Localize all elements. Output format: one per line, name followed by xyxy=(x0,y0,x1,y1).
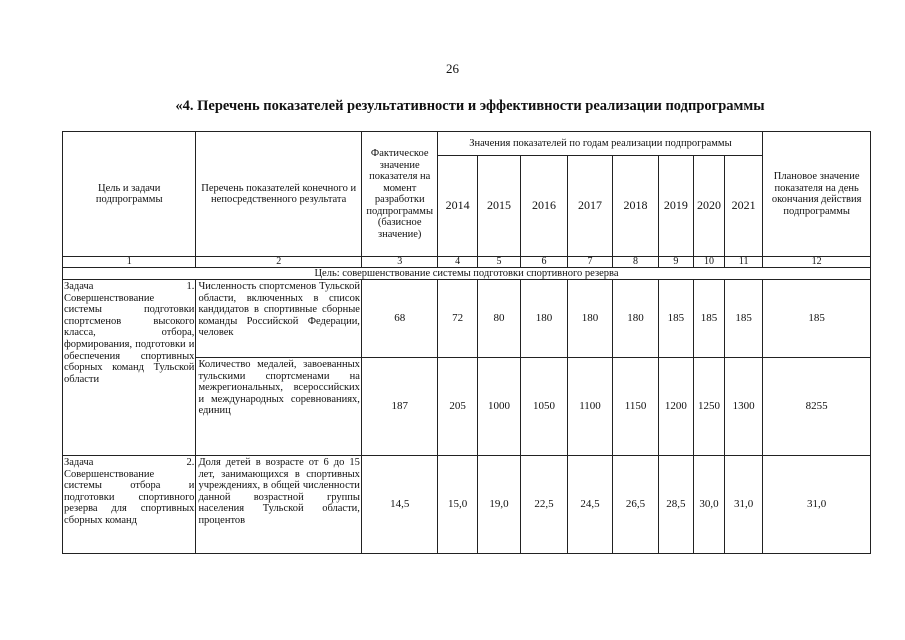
column-number: 12 xyxy=(763,257,871,268)
task-description: Задача 2. Совершенствование системы отбора и подготовки спортивного резерва для спортивных сборных команд xyxy=(63,456,196,554)
header-years-group: Значения показателей по годам реализации подпрограммы xyxy=(438,132,763,156)
column-number: 2 xyxy=(196,257,362,268)
header-year: 2015 xyxy=(477,156,520,257)
header-goal-tasks: Цель и задачи подпрограммы xyxy=(63,132,196,257)
header-year: 2018 xyxy=(613,156,659,257)
year-value: 180 xyxy=(521,280,568,358)
column-number: 11 xyxy=(725,257,763,268)
indicator-name: Количество медалей, завоеванных тульскими спортсменами на межрегиональных, всероссийских и международных соревнованиях, единиц xyxy=(196,358,362,456)
header-row-1 xyxy=(63,132,871,156)
column-number: 7 xyxy=(567,257,613,268)
column-number: 9 xyxy=(658,257,693,268)
planned-value: 31,0 xyxy=(763,456,871,554)
year-value: 180 xyxy=(613,280,659,358)
year-value: 31,0 xyxy=(725,456,763,554)
year-value: 15,0 xyxy=(438,456,477,554)
year-value: 185 xyxy=(725,280,763,358)
year-value: 72 xyxy=(438,280,477,358)
base-value: 14,5 xyxy=(361,456,438,554)
indicator-name: Численность спортсменов Тульской области, включенных в список кандидатов в спортивные сборные команды Российской Федерации, человек xyxy=(196,280,362,358)
header-year: 2017 xyxy=(567,156,613,257)
year-value: 30,0 xyxy=(693,456,724,554)
header-year: 2020 xyxy=(693,156,724,257)
column-number: 3 xyxy=(361,257,438,268)
goal-row xyxy=(63,268,871,280)
header-year: 2021 xyxy=(725,156,763,257)
column-number: 10 xyxy=(693,257,724,268)
section-title: «4. Перечень показателей результативности и эффективности реализации подпрограммы xyxy=(175,98,765,114)
header-year: 2019 xyxy=(658,156,693,257)
header-year: 2016 xyxy=(521,156,568,257)
indicator-name: Доля детей в возрасте от 6 до 15 лет, занимающихся в спортивных учреждениях, в общей численности данной возрастной группы населения Тульской области, процентов xyxy=(196,456,362,554)
year-value: 185 xyxy=(693,280,724,358)
year-value: 24,5 xyxy=(567,456,613,554)
year-value: 1200 xyxy=(658,358,693,456)
column-number: 4 xyxy=(438,257,477,268)
header-actual-value: Фактическое значение показателя на момент разработки подпрограммы (базисное значение) xyxy=(361,132,438,257)
year-value: 28,5 xyxy=(658,456,693,554)
year-value: 185 xyxy=(658,280,693,358)
year-value: 19,0 xyxy=(477,456,520,554)
header-year: 2014 xyxy=(438,156,477,257)
year-value: 1250 xyxy=(693,358,724,456)
year-value: 1300 xyxy=(725,358,763,456)
column-numbers-row xyxy=(63,257,871,268)
header-planned-value: Плановое значение показателя на день окончания действия подпрограммы xyxy=(763,132,871,257)
year-value: 1150 xyxy=(613,358,659,456)
year-value: 22,5 xyxy=(521,456,568,554)
indicators-table xyxy=(62,131,871,554)
year-value: 1000 xyxy=(477,358,520,456)
column-number: 5 xyxy=(477,257,520,268)
column-number: 6 xyxy=(521,257,568,268)
year-value: 205 xyxy=(438,358,477,456)
year-value: 1100 xyxy=(567,358,613,456)
year-value: 180 xyxy=(567,280,613,358)
base-value: 187 xyxy=(361,358,438,456)
task-description: Задача 1. Совершенствование системы подготовки спортсменов высокого класса, отбора, формирования, подготовки и обеспечения спортивных сборных команд Тульской области xyxy=(63,280,196,456)
page-number: 26 xyxy=(446,61,459,76)
table-row xyxy=(63,456,871,554)
year-value: 1050 xyxy=(521,358,568,456)
column-number: 1 xyxy=(63,257,196,268)
table-row xyxy=(63,280,871,358)
year-value: 80 xyxy=(477,280,520,358)
planned-value: 185 xyxy=(763,280,871,358)
year-value: 26,5 xyxy=(613,456,659,554)
planned-value: 8255 xyxy=(763,358,871,456)
column-number: 8 xyxy=(613,257,659,268)
header-indicators: Перечень показателей конечного и непосредственного результата xyxy=(196,132,362,257)
goal-text: Цель: совершенствование системы подготовки спортивного резерва xyxy=(63,268,871,280)
base-value: 68 xyxy=(361,280,438,358)
